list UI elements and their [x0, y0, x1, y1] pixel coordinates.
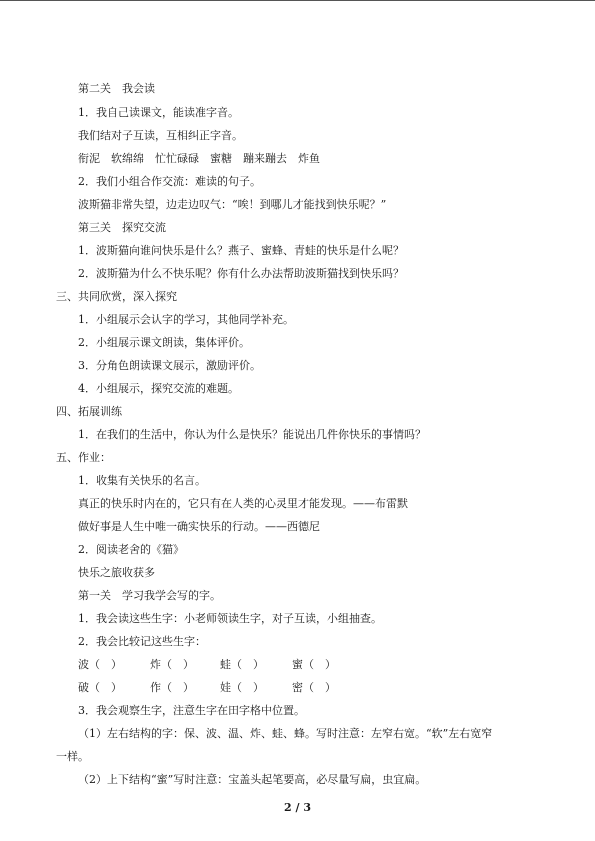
paragraph: 2．小组展示课文朗读，集体评价。 — [78, 336, 250, 349]
question: 1．在我们的生活中，你认为什么是快乐？能说出几件你快乐的事情吗？ — [78, 428, 426, 441]
page-top-border — [0, 0, 595, 1]
paragraph: 2．我会比较记这些生字： — [78, 635, 206, 648]
compare-cell: 作（ ） — [150, 681, 194, 694]
compare-cell: 蛙（ ） — [220, 658, 264, 671]
compare-cell: 炸（ ） — [150, 658, 194, 671]
question: 1．波斯猫向谁问快乐是什么？燕子、蜜蜂、青蛙的快乐是什么呢？ — [78, 244, 404, 257]
compare-cell: 密（ ） — [292, 681, 336, 694]
section-heading: 三、共同欣赏，深入探究 — [56, 290, 177, 303]
paragraph: 1．我会读这些生字：小老师领读生字，对子互读，小组抽查。 — [78, 612, 382, 625]
subtitle: 快乐之旅收获多 — [78, 566, 155, 579]
compare-cell: 波（ ） — [78, 658, 122, 671]
compare-cell: 蜜（ ） — [292, 658, 336, 671]
paragraph: （2）上下结构“蜜”写时注意：宝盖头起笔要高，必尽量写扁，虫宜扁。 — [78, 773, 427, 786]
paragraph: 2．我们小组合作交流：难读的句子。 — [78, 175, 261, 188]
heading-level-3: 第三关 探究交流 — [78, 221, 166, 234]
paragraph: 1．小组展示会认字的学习，其他同学补充。 — [78, 313, 294, 326]
paragraph: 我们结对子互读，互相纠正字音。 — [78, 129, 243, 142]
paragraph: 1．收集有关快乐的名言。 — [78, 474, 206, 487]
section-heading: 四、拓展训练 — [56, 405, 122, 418]
paragraph: 4．小组展示，探究交流的难题。 — [78, 382, 239, 395]
compare-cell: 破（ ） — [78, 681, 122, 694]
quote-sentence: 波斯猫非常失望，边走边叹气：“唉！到哪儿才能找到快乐呢？” — [78, 198, 387, 211]
heading-level-2: 第二关 我会读 — [78, 82, 155, 95]
quotation: 真正的快乐时内在的，它只有在人类的心灵里才能发现。——布雷默 — [78, 497, 408, 510]
heading-level-2: 第一关 学习我学会写的字。 — [78, 589, 221, 602]
paragraph-continuation: 一样。 — [56, 750, 89, 763]
page-number: 2 / 3 — [284, 801, 311, 814]
paragraph: 2．阅读老舍的《猫》 — [78, 543, 184, 556]
section-heading: 五、作业： — [56, 451, 111, 464]
paragraph: 3．分角色朗读课文展示，激励评价。 — [78, 359, 261, 372]
quotation: 做好事是人生中唯一确实快乐的行动。——西德尼 — [78, 520, 320, 533]
question: 2．波斯猫为什么不快乐呢？你有什么办法帮助波斯猫找到快乐吗？ — [78, 267, 404, 280]
paragraph: 3．我会观察生字，注意生字在田字格中位置。 — [78, 704, 305, 717]
compare-cell: 娃（ ） — [220, 681, 264, 694]
paragraph: 1．我自己读课文，能读准字音。 — [78, 106, 239, 119]
word-list: 衔泥 软绵绵 忙忙碌碌 蜜糖 蹦来蹦去 炸鱼 — [78, 152, 320, 165]
paragraph: （1）左右结构的字：保、波、温、炸、蛙、蜂。写时注意：左窄右宽。“软”左右宽窄 — [78, 727, 493, 740]
